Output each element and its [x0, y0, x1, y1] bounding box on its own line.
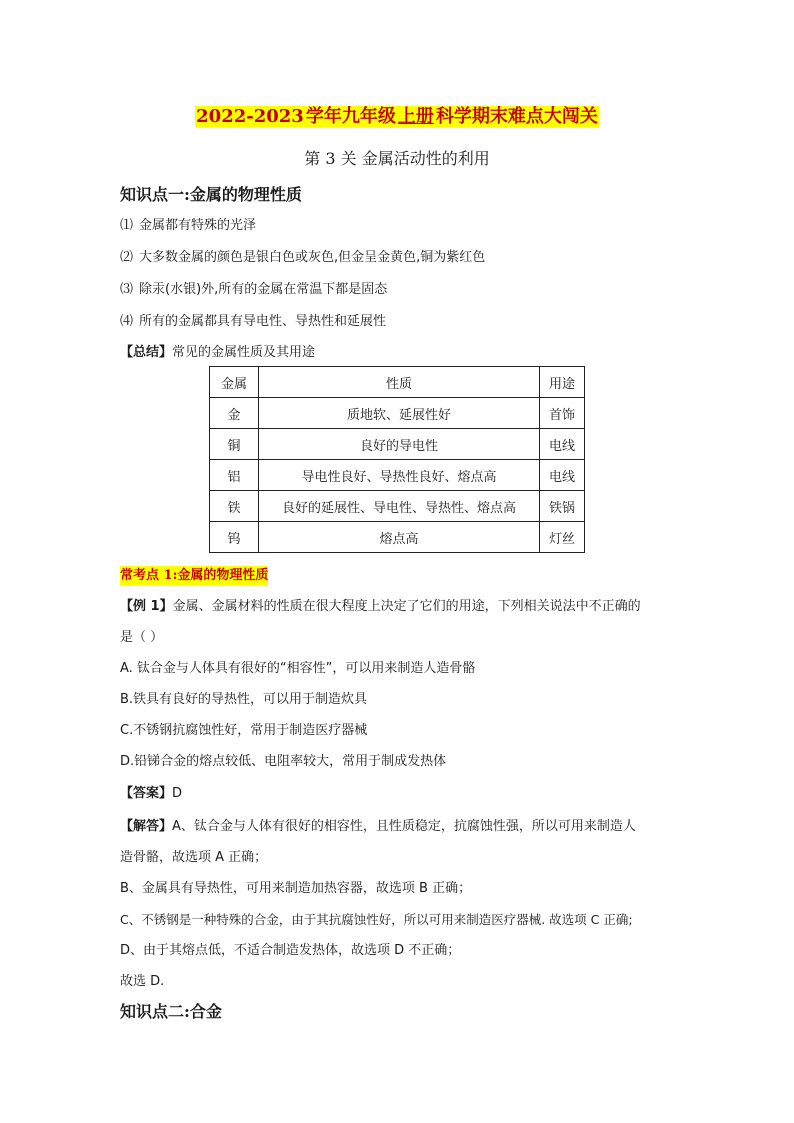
table-row	[210, 491, 585, 522]
section-heading-2: 知识点二:合金	[120, 1002, 222, 1021]
explanation-text: A、钛合金与人体有很好的相容性，且性质稳定，抗腐蚀性强，所以可用来制造人	[172, 819, 636, 834]
summary-text: 常见的金属性质及其用途	[172, 345, 316, 360]
metal-properties-table	[209, 366, 585, 553]
table-cell: 金	[210, 398, 259, 429]
list-item-number: ⑷	[120, 314, 134, 329]
column-header-property: 性质	[259, 367, 540, 398]
example-question-line-2: 是（ ）	[120, 630, 164, 645]
list-item	[120, 248, 485, 268]
table-cell: 良好的导电性	[259, 429, 540, 460]
list-item-number: ⑶	[120, 282, 134, 297]
table-cell: 铁锅	[540, 491, 585, 522]
summary-label: 【总结】	[120, 345, 173, 360]
table-cell: 首饰	[540, 398, 585, 429]
section-heading-1: 知识点一:金属的物理性质	[120, 185, 302, 204]
summary-line	[120, 343, 315, 363]
table-cell: 导电性良好、导热性良好、熔点高	[259, 460, 540, 491]
option-a: A. 钛合金与人体具有很好的“相容性”，可以用来制造人造骨骼	[120, 661, 476, 676]
main-title-volume: 上册	[397, 106, 434, 127]
answer-value: D	[172, 786, 183, 801]
main-title-year: 2022-2023	[196, 106, 304, 127]
list-item	[120, 280, 387, 300]
column-header-metal: 金属	[210, 367, 259, 398]
main-title	[0, 104, 794, 130]
table-cell: 电线	[540, 460, 585, 491]
table-row	[210, 460, 585, 491]
list-item	[120, 216, 256, 236]
explanation-line: C、不锈钢是一种特殊的合金，由于其抗腐蚀性好，所以可用来制造医疗器械. 故选项 C 正确;	[120, 912, 633, 927]
list-item	[120, 312, 386, 332]
column-header-use: 用途	[540, 367, 585, 398]
main-title-grade: 学年九年级	[305, 106, 396, 127]
answer-line	[120, 784, 182, 804]
table-cell: 质地软、延展性好	[259, 398, 540, 429]
table-row	[210, 429, 585, 460]
table-cell: 电线	[540, 429, 585, 460]
table-cell: 灯丝	[540, 522, 585, 553]
table-cell: 熔点高	[259, 522, 540, 553]
explanation-label: 【解答】	[120, 819, 173, 834]
table-row	[210, 522, 585, 553]
example-question-line-1	[120, 597, 641, 617]
option-b: B.铁具有良好的导热性，可以用于制造炊具	[120, 692, 368, 707]
table-header-row	[210, 367, 585, 398]
list-item-number: ⑴	[120, 218, 134, 233]
table-cell: 钨	[210, 522, 259, 553]
list-item-text: 所有的金属都具有导电性、导热性和延展性	[139, 314, 387, 329]
explanation-line: 造骨骼，故选项 A 正确；	[120, 850, 268, 865]
option-d: D.铅锑合金的熔点较低、电阻率较大，常用于制成发热体	[120, 754, 447, 769]
example-label: 【例 1】	[120, 599, 173, 614]
sub-title: 第 3 关 金属活动性的利用	[304, 149, 490, 168]
example-question-text: 金属、金属材料的性质在很大程度上决定了它们的用途，下列相关说法中不正确的	[172, 599, 641, 614]
explanation-line: B、金属具有导热性，可用来制造加热容器，故选项 B 正确；	[120, 881, 472, 896]
explanation-line: D、由于其熔点低，不适合制造发热体，故选项 D 不正确；	[120, 943, 461, 958]
main-title-subject: 科学期末难点大闯关	[435, 106, 598, 127]
table-cell: 铁	[210, 491, 259, 522]
table-cell: 良好的延展性、导电性、导热性、熔点高	[259, 491, 540, 522]
answer-label: 【答案】	[120, 786, 173, 801]
list-item-text: 大多数金属的颜色是银白色或灰色,但金呈金黄色,铜为紫红色	[139, 250, 486, 265]
explanation-line: 故选 D.	[120, 974, 165, 989]
list-item-text: 除汞(水银)外,所有的金属在常温下都是固态	[139, 282, 388, 297]
explanation-line-1	[120, 817, 636, 837]
list-item-number: ⑵	[120, 250, 134, 265]
table-row	[210, 398, 585, 429]
exam-point-label: 常考点 1:金属的物理性质	[120, 566, 268, 586]
list-item-text: 金属都有特殊的光泽	[139, 218, 257, 233]
option-c: C.不锈钢抗腐蚀性好，常用于制造医疗器械	[120, 723, 368, 738]
table-cell: 铜	[210, 429, 259, 460]
table-cell: 铝	[210, 460, 259, 491]
